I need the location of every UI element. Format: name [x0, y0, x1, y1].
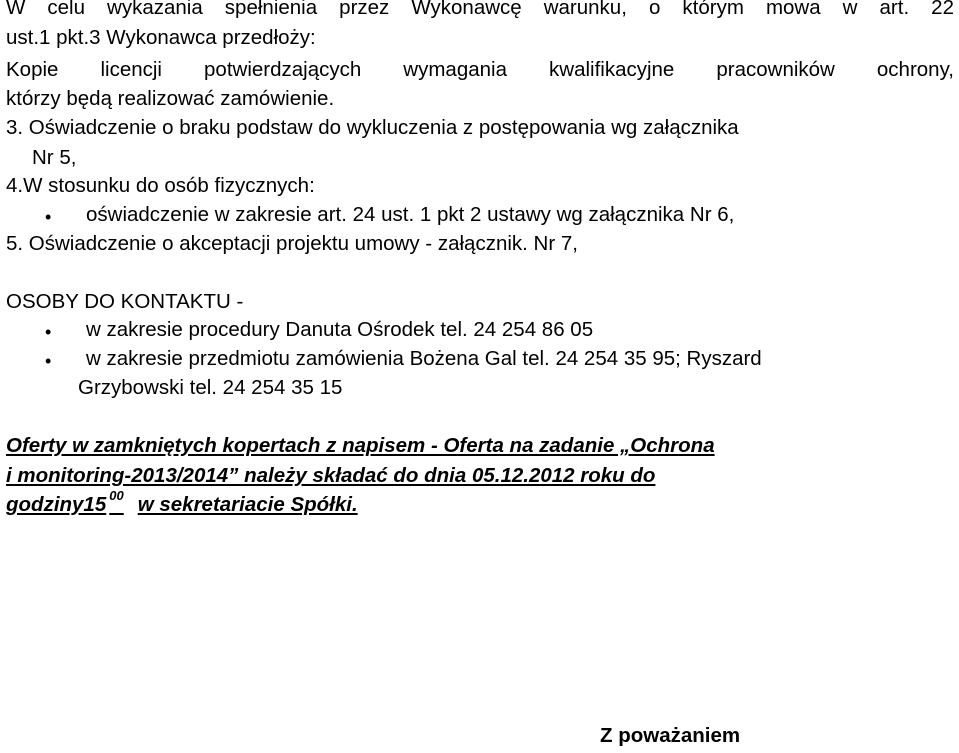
- item-4-bullet: oświadczenie w zakresie art. 24 ust. 1 pkt 2 ustawy wg załącznika Nr 6,: [86, 203, 735, 226]
- contact-procedure: w zakresie procedury Danuta Ośrodek tel. 24 254 86 05: [86, 318, 594, 341]
- offers-hour-text: godziny15: [6, 493, 107, 516]
- bullet-icon: •: [45, 351, 52, 371]
- intro-line-4: którzy będą realizować zamówienie.: [6, 87, 335, 110]
- bullet-icon: •: [45, 322, 52, 342]
- offers-place-text: w sekretariacie Spółki.: [137, 493, 358, 516]
- offers-line-1: Oferty w zamkniętych kopertach z napisem - Oferta na zadanie „Ochrona: [6, 434, 715, 457]
- offers-line-3: [6, 488, 358, 519]
- intro-line-3: Kopie licencji potwierdzających wymagania kwalifikacyjne pracowników ochrony,: [6, 58, 954, 81]
- item-3-line-1: 3. Oświadczenie o braku podstaw do wykluczenia z postępowania wg załącznika: [6, 116, 739, 139]
- closing-signature: Z poważaniem: [600, 724, 741, 747]
- item-4-heading: 4.W stosunku do osób fizycznych:: [6, 174, 315, 197]
- item-3-line-2: Nr 5,: [32, 146, 77, 169]
- item-5: 5. Oświadczenie o akceptacji projektu umowy - załącznik. Nr 7,: [6, 232, 578, 255]
- contacts-heading: OSOBY DO KONTAKTU -: [6, 290, 244, 313]
- contact-subject-line-2: Grzybowski tel. 24 254 35 15: [78, 376, 343, 399]
- contact-subject-line-1: w zakresie przedmiotu zamówienia Bożena Gal tel. 24 254 35 95; Ryszard: [86, 347, 762, 370]
- bullet-icon: •: [45, 207, 52, 227]
- offers-hour-minutes: 00: [109, 488, 124, 503]
- intro-line-2: ust.1 pkt.3 Wykonawca przedłoży:: [6, 26, 316, 49]
- intro-line-1: W celu wykazania spełnienia przez Wykonawcę warunku, o którym mowa w art. 22: [6, 0, 954, 19]
- offers-line-2: i monitoring-2013/2014” należy składać do dnia 05.12.2012 roku do: [6, 464, 656, 487]
